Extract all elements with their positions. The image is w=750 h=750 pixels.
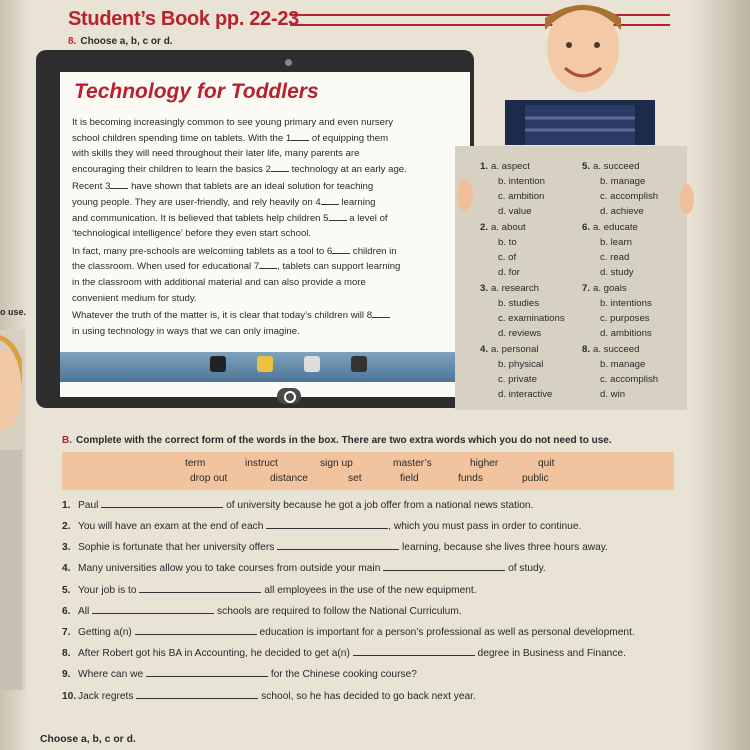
sentence-item: 8. After Robert got his BA in Accounting, he decided to get a(n) degree in Business and Finance. xyxy=(62,648,626,659)
article-paragraph: Whatever the truth of the matter is, it is clear that today’s children will 8 in using technology in ways that we can only imagine. xyxy=(72,308,464,339)
page-shadow-right xyxy=(690,0,750,750)
answer-blank[interactable] xyxy=(92,604,214,614)
hand-icon xyxy=(455,175,475,215)
margin-text: o use. xyxy=(0,307,27,317)
word-box-word: set xyxy=(348,473,362,484)
exercise-a-number: 8. xyxy=(68,36,77,47)
word-box-word: public xyxy=(522,473,549,484)
sentence-item: 2. You will have an exam at the end of each , which you must pass in order to continue. xyxy=(62,521,582,532)
sentence-item: 4. Many universities allow you to take courses from outside your main of study. xyxy=(62,563,546,574)
answer-blank[interactable] xyxy=(146,667,268,677)
exercise-a-text: Choose a, b, c or d. xyxy=(80,36,173,47)
option-group-7: 7. a. goals b. intentions c. purposes d. ambitions xyxy=(582,283,652,340)
exercise-a-instruction xyxy=(68,36,173,47)
exercise-b-instruction xyxy=(62,435,612,446)
sentence-item: 5. Your job is to all employees in the use of the new equipment. xyxy=(62,585,477,596)
article-body xyxy=(72,115,464,341)
gap-blank xyxy=(291,132,309,141)
article-paragraph: In fact, many pre-schools are welcoming tablets as a tool to 6 children in the classroom. When used for educational 7 , tablets can support learning in the classroom with additional material and can also provide a more convenient medium for study. xyxy=(72,245,401,304)
word-box xyxy=(62,452,674,490)
tablet-dock xyxy=(60,352,470,382)
app-icon xyxy=(210,356,226,372)
sentence-item: 9. Where can we for the Chinese cooking course? xyxy=(62,669,417,680)
sentence-item: 7. Getting a(n) education is important for a person’s professional as well as personal development. xyxy=(62,627,635,638)
word-box-word: instruct xyxy=(245,458,278,469)
page-header-title: Student’s Book pp. 22-23 xyxy=(68,8,299,30)
gap-blank xyxy=(321,196,339,205)
sentence-item: 10. Jack regrets school, so he has decided to go back next year. xyxy=(62,691,476,702)
word-box-word: funds xyxy=(458,473,483,484)
answer-blank[interactable] xyxy=(277,540,399,550)
option-group-4: 4. a. personal b. physical c. private d. interactive xyxy=(480,344,553,401)
option-group-1: 1. a. aspect b. intention c. ambition d. value xyxy=(480,161,545,218)
answer-blank[interactable] xyxy=(135,625,257,635)
article-paragraph: Recent 3 have shown that tablets are an ideal solution for teaching young people. They are user-friendly, and rely heavily on 4 learning and communication. It is believed that tablets help children 5 a level of ‘technological intelligence’ before they even start school. xyxy=(72,181,388,240)
option-group-2: 2. a. about b. to c. of d. for xyxy=(480,222,526,279)
word-box-word: master’s xyxy=(393,458,432,469)
girl-photo xyxy=(0,330,25,690)
answer-blank[interactable] xyxy=(139,583,261,593)
sentence-item: 1. Paul of university because he got a job offer from a national news station. xyxy=(62,500,534,511)
gap-blank xyxy=(259,260,277,269)
gap-blank xyxy=(329,212,347,221)
word-box-word: term xyxy=(185,458,206,469)
exercise-b-text: Complete with the correct form of the words in the box. There are two extra words which you do not need to use. xyxy=(76,435,612,446)
option-group-3: 3. a. research b. studies c. examinations d. reviews xyxy=(480,283,565,340)
app-icon xyxy=(257,356,273,372)
answer-blank[interactable] xyxy=(101,498,223,508)
exercise-c-instruction: Choose a, b, c or d. xyxy=(40,734,136,745)
gap-blank xyxy=(110,180,128,189)
camera-icon xyxy=(285,59,292,66)
answer-blank[interactable] xyxy=(353,646,475,656)
answer-blank[interactable] xyxy=(383,561,505,571)
sentence-item: 6. All schools are required to follow the National Curriculum. xyxy=(62,606,462,617)
word-box-word: sign up xyxy=(320,458,353,469)
word-box-word: field xyxy=(400,473,419,484)
option-group-8: 8. a. succeed b. manage c. accomplish d. win xyxy=(582,344,659,401)
word-box-word: higher xyxy=(470,458,499,469)
home-button-icon xyxy=(277,388,301,404)
app-icon xyxy=(304,356,320,372)
option-group-6: 6. a. educate b. learn c. read d. study xyxy=(582,222,638,279)
gap-blank xyxy=(372,309,390,318)
word-box-word: distance xyxy=(270,473,308,484)
answer-blank[interactable] xyxy=(136,689,258,699)
answer-blank[interactable] xyxy=(266,519,388,529)
option-group-5: 5. a. succeed b. manage c. accomplish d. achieve xyxy=(582,161,659,218)
article-title: Technology for Toddlers xyxy=(74,80,319,103)
article-paragraph: It is becoming increasingly common to see young primary and even nursery school children spending time on tablets. With the 1 of equipping them with skills they will need throughout their later life, many parents are encouraging their children to learn the basics 2 technology at an early age. xyxy=(72,117,407,175)
exercise-b-number: B. xyxy=(62,435,72,446)
hand-icon xyxy=(678,180,696,218)
word-box-word: drop out xyxy=(190,473,228,484)
word-box-word: quit xyxy=(538,458,555,469)
app-icon xyxy=(351,356,367,372)
gap-blank xyxy=(332,245,350,254)
sentence-item: 3. Sophie is fortunate that her university offers learning, because she lives three hours away. xyxy=(62,542,608,553)
boy-photo xyxy=(505,0,655,145)
gap-blank xyxy=(271,163,289,172)
